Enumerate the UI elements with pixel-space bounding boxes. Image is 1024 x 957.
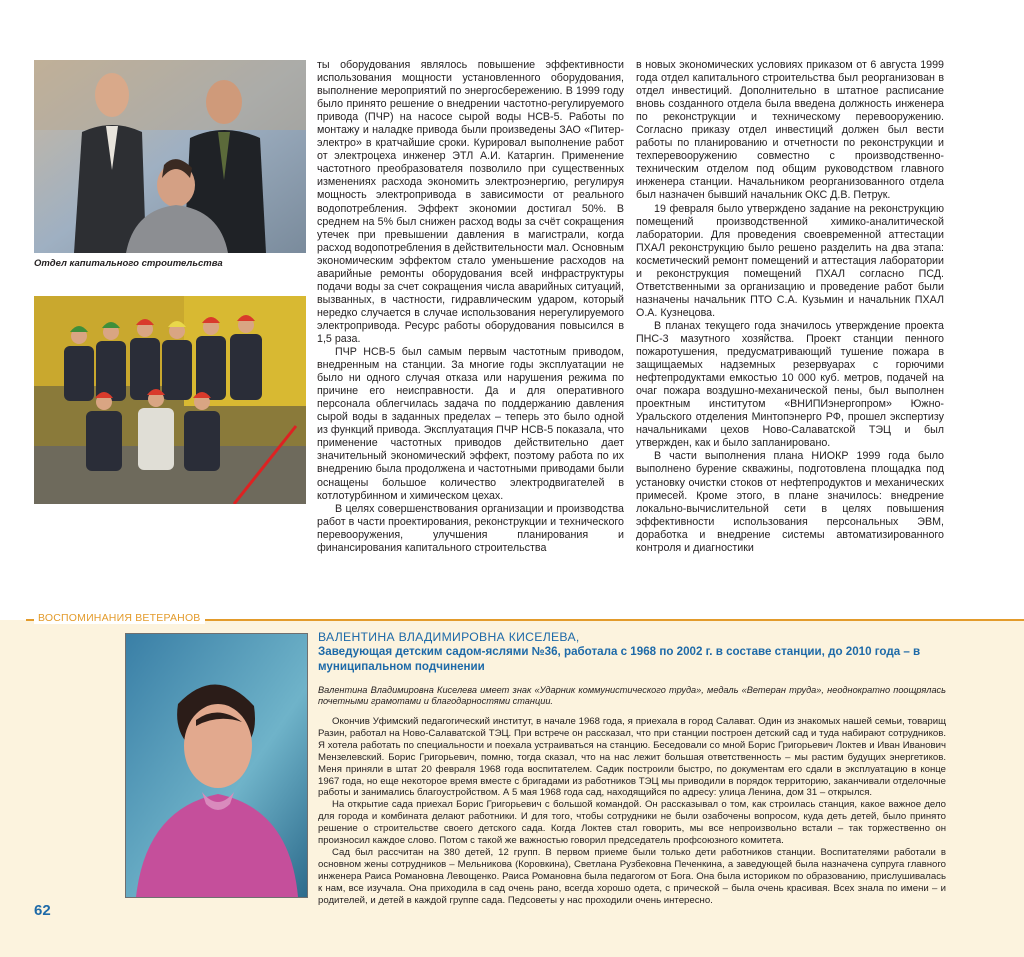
paragraph: Сад был рассчитан на 380 детей, 12 групп. В первом приеме были только дети работников станции. Воспитателями работали в основном жены сотрудников – Мельникова (Коровкина), Светлана Рузбековна Печенкина, а заведующей была назначена супруга главного инженера Раиса Романовна Левощенко. Раиса Романовна была педагогом от Бога. Она была историком по образованию, прислушивалась к нам, все изучала. Она приходила в сад очень рано, всегда хорошо одета, с прической – была очень красивая. Всех знала по имени – и родителей, и детей в каждой группе сада. Педсоветы у нас проходили очень интересно.: [318, 846, 946, 906]
workers-group-photo: [34, 296, 306, 504]
paragraph: На открытие сада приехал Борис Григорьевич с большой командой. Он рассказывал о том, как строилась станция, какое важное дело для города и комбината делают работники. И для того, чтобы сотрудники не были озабочены вопросом, куда деть детей, было принято решение о строительстве своего детского сада. Когда Локтев стал говорить, мы все непроизвольно встали – так торжественно он произносил каждое слово. Потом с такой же важностью говорил председатель профсоюзного комитета.: [318, 799, 946, 847]
article-column-2: [636, 59, 944, 581]
veteran-portrait-photo: [125, 633, 308, 898]
paragraph: В части выполнения плана НИОКР 1999 года было выполнено бурение скважины, подготовлена площадка под установку очистки стоков от нефтепродуктов и механических примесей. Кроме этого, в плане значилось: внедрение локально-вычислительной сети в целях повышения эффективности использования персональных ЭВМ, доработка и внедрение системы автоматизированного контроля и диагностики: [636, 450, 944, 554]
veteran-name: ВАЛЕНТИНА ВЛАДИМИРОВНА КИСЕЛЕВА,: [318, 630, 580, 644]
veteran-memoir: [318, 716, 946, 928]
department-group-photo: [34, 60, 306, 253]
article-column-1: [317, 59, 624, 581]
paragraph: В планах текущего года значилось утверждение проекта ПНС-3 мазутного хозяйства. Проект станции пенного пожаротушения, предусматривающий тушение пожара в защищаемых надземных резервуарах с горючими нефтепродуктами емкостью 10 000 куб. метров, подачей на очаг пожара воздушно-механической пены, был выполнен проектным институтом «ВНИПИэнергопром» Южно-Уральского отделения Минтопэнерго РФ, прошел экспертизу начальниками цехов Ново-Салаватской ТЭЦ и был утвержден, как и было запланировано.: [636, 319, 944, 450]
veteran-position: Заведующая детским садом-яслями №36, работала с 1968 по 2002 г. в составе станции, до 2010 года – в муниципальном подчинении: [318, 645, 921, 673]
paragraph: В целях совершенствования организации и производства работ в части проектирования, реконструкции и технического перевооружения, улучшения планирования и финансирования капитального строительства: [317, 502, 624, 554]
paragraph: Окончив Уфимский педагогический институт, в начале 1968 года, я приехала в город Салават. Один из знакомых нашей семьи, товарищ Разин, работал на Ново-Салаватской ТЭЦ. При встрече он рассказал, что при станции построен детский сад и туда набирают сотрудников. Я хотела работать по специальности и поехала устраиваться на станцию. Беседовали со мной Борис Григорьевич Локтев и Иван Иванович Мензелевский. Борис Григорьевич, помню, тогда сказал, что на нас лежит большая ответственность – мы растим будущих энергетиков. Меня приняли в штат 20 февраля 1968 года воспитателем. Садик построили быстро, по документам его сдали в эксплуатацию в конце 1967 года, но еще некоторое время вместе с бригадами из работников ТЭЦ мы приводили в порядок территорию, заканчивали отделочные работы и занимались благоустройством. А 5 мая 1968 года сад, находящийся по адресу: улица Ленина, дом 31 – открылся.: [318, 716, 946, 799]
page-number: 62: [34, 902, 51, 919]
paragraph: ты оборудования являлось повышение эффективности использования мощности установленного оборудования, выполнение мероприятий по энергосбережению. В 1999 году было принято решение о внедрении частотно-регулируемого привода (ПЧР) на насосе сырой воды НСВ-5. Работы по монтажу и наладке привода были произведены ЗАО «Питер-электро» в кратчайшие сроки. Курировал выполнение работ от электроцеха инженер ЭТЛ А.И. Катаргин. Применение частотного преобразователя позволило при существенных изменениях расхода экономить электроэнергию, регулируя мощность электропривода в зависимости от реального водопотребления. Эффект экономии достигал 50%. В среднем на 5% был снижен расход воды за счёт сокращения утечек при превышении давления в магистрали, когда расход водопотребления в действительности мал. Основным экономическим эффектом стало уменьшение расходов на аварийные ремонты оборудования всей инфраструктуры подачи воды за счет сокращения числа аварийных ситуаций, вызванных, в частности, гидравлическим ударом, который нередко случается в случае использования нерегулируемого электропривода. Ресурс работы оборудования повысился в 1,5 раза.: [317, 59, 624, 345]
veteran-intro: Валентина Владимировна Киселева имеет знак «Ударник коммунистического труда», медаль «Ветеран труда», неоднократно поощрялась почетными грамотами и благодарностями станции.: [318, 685, 946, 707]
photo-caption: Отдел капитального строительства: [34, 258, 223, 269]
paragraph: 19 февраля было утверждено задание на реконструкцию помещений производственной химико-аналитической лаборатории. Для проведения своевременной аттестации ПХАЛ реконструкцию было решено разделить на два этапа: косметический ремонт помещений и аттестация лаборатории и реконструкция помещений ПХАЛ согласно ПСД. Ответственными за организацию и проведение работ были назначены начальник ПТО С.А. Кузьмин и начальник ПХАЛ О.А. Кузнецова.: [636, 202, 944, 319]
section-label: ВОСПОМИНАНИЯ ВЕТЕРАНОВ: [34, 612, 205, 624]
paragraph: в новых экономических условиях приказом от 6 августа 1999 года отдел капитального строительства был реорганизован в отдел инвестиций. Дополнительно в штатное расписание вновь созданного отдела была введена должность инженера по реконструкции и техническому перевооружению. Согласно приказу отдел инвестиций должен был вести работы по планированию и отчетности по реконструкции и техперевооружению совместно с производственно-техническим отделом под общим руководством главного инженера станции. Начальником реорганизованного отдела был назначен бывший начальник ОКС Д.В. Петрук.: [636, 59, 944, 202]
paragraph: ПЧР НСВ-5 был самым первым частотным приводом, внедренным на станции. За многие годы эксплуатации не было ни одного случая отказа или нарушения режима по причине его неисправности. Да и для оперативного персонала облегчилась задача по поддержанию давления сырой воды в заданных пределах – теперь это было одной из функций привода. Эксплуатация ПЧР НСВ-5 показала, что применение частотных приводов действительно дает значительный экономический эффект, поэтому работа по их внедрению была продолжена и частотными приводами были оснащены большое количество электродвигателей в котлотурбинном и химическом цехах.: [317, 346, 624, 502]
